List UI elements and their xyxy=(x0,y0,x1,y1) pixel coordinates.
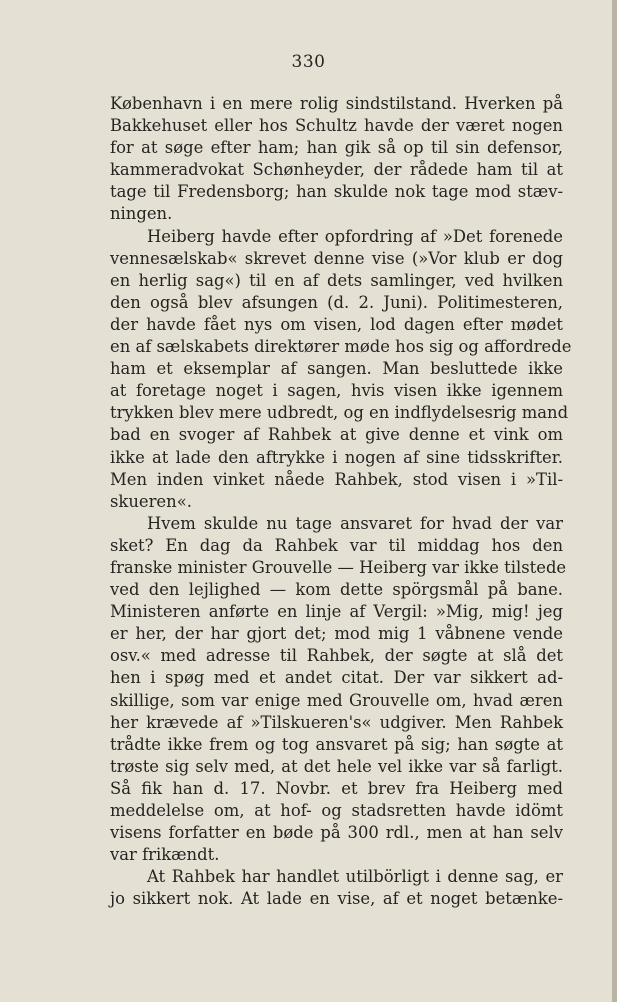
text-line: Hvem skulde nu tage ansvaret for hvad der var xyxy=(147,513,563,533)
text-line: hen i spøg med et andet citat. Der var sikkert ad- xyxy=(110,668,563,688)
page-number: 330 xyxy=(291,52,326,72)
text-line: franske minister Grouvelle — Heiberg var ikke tilstede xyxy=(110,557,567,577)
text-line: vennesælskab« skrevet denne vise (»Vor klub er dog xyxy=(110,248,563,268)
text-line: Så fik han d. 17. Novbr. et brev fra Heiberg med xyxy=(110,778,563,798)
text-line: bad en svoger af Rahbek at give denne et vink om xyxy=(110,425,563,445)
text-line: København i en mere rolig sindstilstand. Hverken på xyxy=(110,94,563,113)
text-line: trøste sig selv med, at det hele vel ikke var så farligt. xyxy=(110,756,563,776)
text-line: trådte ikke frem og tog ansvaret på sig; han søgte at xyxy=(110,734,563,754)
text-line: der havde fået nys om visen, lod dagen efter mødet xyxy=(110,314,563,334)
text-line: her krævede af »Tilskueren's« udgiver. Men Rahbek xyxy=(110,712,563,732)
body-text xyxy=(110,93,572,910)
text-line: ham et eksemplar af sangen. Man besluttede ikke xyxy=(110,359,563,379)
text-line: visens forfatter en bøde på 300 rdl., men at han selv xyxy=(110,823,563,843)
text-line: jo sikkert nok. At lade en vise, af et noget betænke- xyxy=(110,889,563,909)
text-line: at foretage noget i sagen, hvis visen ikke igennem xyxy=(110,381,563,401)
text-line: en af sælskabets direktører møde hos sig og affordrede xyxy=(110,337,572,357)
text-line: Bakkehuset eller hos Schultz havde der været nogen xyxy=(110,116,563,136)
text-line: ningen. xyxy=(110,204,173,224)
text-line: skillige, som var enige med Grouvelle om, hvad æren xyxy=(110,690,563,710)
text-line: ikke at lade den aftrykke i nogen af sine tidsskrifter. xyxy=(110,447,563,467)
text-line: ved den lejlighed — kom dette spörgsmål på bane. xyxy=(110,580,563,600)
text-line: meddelelse om, at hof- og stadsretten havde idömt xyxy=(110,801,563,820)
text-line: Ministeren anførte en linje af Vergil: »Mig, mig! jeg xyxy=(110,602,563,622)
text-line: er her, der har gjort det; mod mig 1 våbnene vende xyxy=(110,624,563,644)
text-line: trykken blev mere udbredt, og en indflydelsesrig mand xyxy=(110,403,569,423)
text-line: osv.« med adresse til Rahbek, der søgte at slå det xyxy=(110,646,563,666)
text-line: At Rahbek har handlet utilbörligt i denne sag, er xyxy=(147,867,563,887)
text-line: Men inden vinket nåede Rahbek, stod visen i »Til- xyxy=(110,469,563,489)
text-line: den også blev afsungen (d. 2. Juni). Politimesteren, xyxy=(110,292,563,312)
text-line: en herlig sag«) til en af dets samlinger, ved hvilken xyxy=(110,270,563,290)
text-line: for at søge efter ham; han gik så op til sin defensor, xyxy=(110,138,563,158)
text-line: var frikændt. xyxy=(110,845,220,865)
text-line: Heiberg havde efter opfordring af »Det forenede xyxy=(147,226,563,246)
text-line: sket? En dag da Rahbek var til middag hos den xyxy=(110,535,563,555)
text-line: kammeradvokat Schønheyder, der rådede ham til at xyxy=(110,160,563,180)
text-line: skueren«. xyxy=(110,491,192,511)
page-edge xyxy=(612,0,617,1002)
text-line: tage til Fredensborg; han skulde nok tage mod stæv- xyxy=(110,182,563,202)
